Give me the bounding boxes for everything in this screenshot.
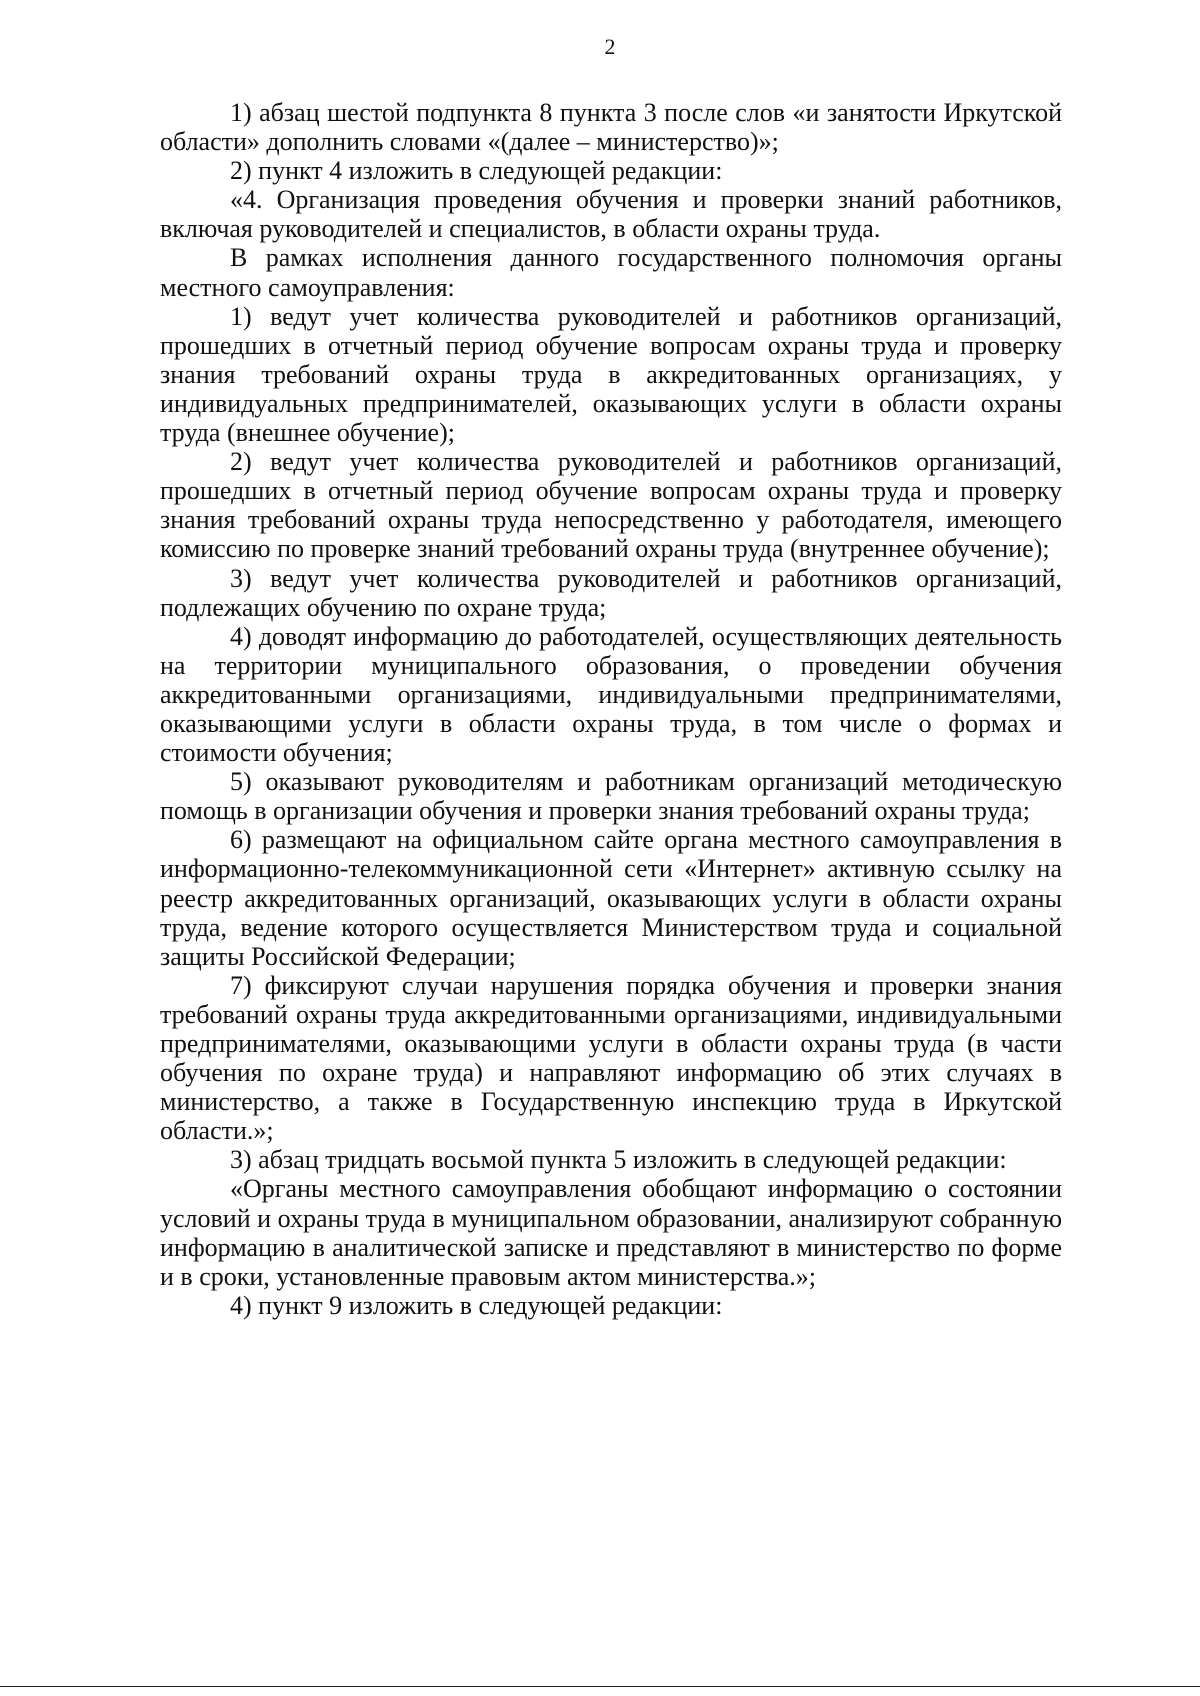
paragraph: 4) доводят информацию до работодателей, осуществляющих деятельность на территории муниципального образования, о проведении обучения аккредитованными организациями, индивидуальными предпринимателями, оказывающими услуги в области охраны труда, в том числе о формах и стоимости обучения; [160, 621, 1062, 768]
page-number: 2 [604, 34, 616, 59]
paragraph: «Органы местного самоуправления обобщают информацию о состоянии условий и охраны труда в муниципальном образовании, анализируют собранную информацию в аналитической записке и представляют в министерство по форме и в сроки, установленные правовым актом министерства.»; [160, 1174, 1062, 1291]
paragraph: «4. Организация проведения обучения и проверки знаний работников, включая руководителей и специалистов, в области охраны труда. [160, 185, 1062, 244]
page-edge-line [0, 1686, 1200, 1687]
paragraph: В рамках исполнения данного государственного полномочия органы местного самоуправления: [160, 243, 1062, 302]
paragraph: 2) ведут учет количества руководителей и работников организаций, прошедших в отчетный период обучение вопросам охраны труда и проверку знания требований охраны труда непосредственно у работодателя, имеющего комиссию по проверке знаний требований охраны труда (внутреннее обучение); [160, 447, 1062, 564]
paragraph: 5) оказывают руководителям и работникам организаций методическую помощь в организации обучения и проверки знания требований охраны труда; [160, 767, 1062, 826]
paragraph: 1) абзац шестой подпункта 8 пункта 3 после слов «и занятости Иркутской области» дополнить словами «(далее – министерство)»; [160, 98, 1062, 157]
paragraph: 3) абзац тридцать восьмой пункта 5 изложить в следующей редакции: [230, 1145, 1007, 1175]
paragraph: 1) ведут учет количества руководителей и работников организаций, прошедших в отчетный период обучение вопросам охраны труда и проверку знания требований охраны труда в аккредитованных организациях, у индивидуальных предпринимателей, оказывающих услуги в области охраны труда (внешнее обучение); [160, 301, 1062, 448]
paragraph: 4) пункт 9 изложить в следующей редакции: [230, 1290, 723, 1320]
document-body [160, 98, 1062, 1320]
paragraph: 3) ведут учет количества руководителей и работников организаций, подлежащих обучению по охране труда; [160, 563, 1062, 622]
paragraph: 7) фиксируют случаи нарушения порядка обучения и проверки знания требований охраны труда аккредитованными организациями, индивидуальными предпринимателями, оказывающими услуги в области охраны труда (в части обучения по охране труда) и направляют информацию об этих случаях в министерство, а также в Государственную инспекцию труда в Иркутской области.»; [160, 970, 1062, 1146]
paragraph: 6) размещают на официальном сайте органа местного самоуправления в информационно-телекоммуникационной сети «Интернет» активную ссылку на реестр аккредитованных организаций, оказывающих услуги в области охраны труда, ведение которого осуществляется Министерством труда и социальной защиты Российской Федерации; [160, 825, 1062, 971]
paragraph: 2) пункт 4 изложить в следующей редакции: [230, 156, 723, 186]
